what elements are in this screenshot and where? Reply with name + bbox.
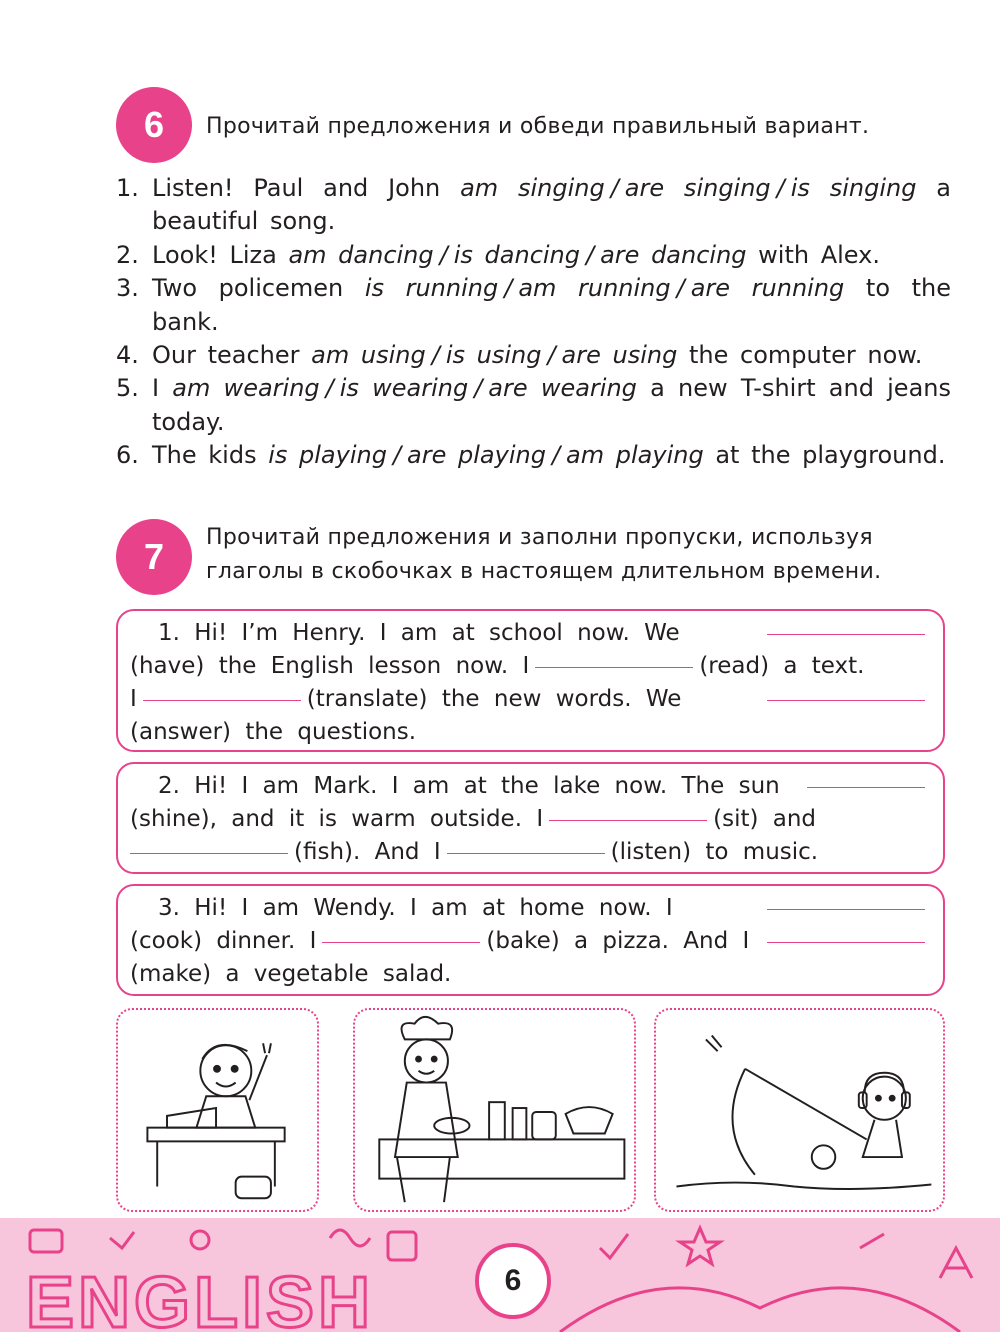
sentence-text: Our teacher (152, 341, 300, 370)
list-item: 1. Listen! Paul and John am singing / are singing / is singing a beautiful song. (116, 174, 951, 236)
sentence-text: The kids (152, 441, 257, 470)
exercise-box-2 (116, 762, 945, 874)
option[interactable]: is running (364, 274, 499, 303)
text: (bake) a pizza. And I (486, 928, 750, 954)
text: (have) the English lesson now. I (130, 653, 530, 679)
answer-blank[interactable] (322, 941, 480, 943)
item-number: 4. (116, 341, 139, 370)
task-number-badge: 7 (116, 519, 192, 595)
sentence-text: Listen! Paul and John (152, 174, 441, 202)
list-item: 6. The kids is playing / are playing / am playing at the playground. (116, 439, 951, 472)
option[interactable]: am using (311, 341, 426, 370)
text: (translate) the new words. We (306, 686, 682, 712)
answer-blank[interactable] (767, 699, 925, 701)
item-number: 1. (116, 174, 139, 202)
exercise-box-3 (116, 884, 945, 996)
option[interactable]: am dancing (288, 240, 434, 269)
answer-blank[interactable] (767, 908, 925, 910)
exercise-box-1 (116, 609, 945, 752)
option[interactable]: are using (561, 341, 678, 370)
item-number: 6. (116, 441, 139, 470)
option[interactable]: is singing (790, 174, 917, 202)
illustration-girl-cooking (353, 1008, 636, 1212)
option[interactable]: are singing (624, 174, 771, 202)
option[interactable]: are wearing (488, 374, 637, 403)
item-number: 5. (116, 374, 139, 403)
task-number-badge: 6 (116, 87, 192, 163)
option[interactable]: am running (518, 274, 671, 303)
answer-blank[interactable] (767, 941, 925, 943)
option[interactable]: am singing (460, 174, 605, 202)
answer-blank[interactable] (143, 699, 301, 701)
text: (listen) to music. (610, 839, 819, 865)
option[interactable]: are running (690, 274, 845, 303)
list-item: 5. I am wearing / is wearing / are wearing a new T-shirt and jeans today. (116, 374, 951, 436)
sentence-text: I (152, 374, 160, 403)
option[interactable]: is wearing (339, 374, 469, 403)
list-item: 4. Our teacher am using / is using / are using the computer now. (116, 339, 951, 372)
text: (make) a vegetable salad. (130, 961, 452, 987)
text: I (130, 686, 137, 712)
task-instruction-line-2: глаголы в скобочках в настоящем длительном времени. (206, 559, 882, 584)
item-number: 3. (116, 274, 139, 303)
sentence-text: to the bank. (152, 274, 952, 336)
sentence-text: a new T-shirt and jeans today. (152, 374, 951, 436)
sentence-text: Look! Liza (152, 240, 277, 269)
illustration-boy-fishing (654, 1008, 945, 1212)
text: 3. Hi! I am Wendy. I am at home now. I (158, 895, 673, 921)
item-number: 2. (116, 240, 139, 269)
task-instruction: Прочитай предложения и обведи правильный вариант. (206, 114, 870, 139)
option[interactable]: are dancing (600, 240, 747, 269)
text: (sit) and (713, 806, 817, 832)
answer-blank[interactable] (549, 819, 707, 821)
answer-blank[interactable] (447, 852, 605, 854)
text: 1. Hi! I’m Henry. I am at school now. We (158, 620, 680, 646)
answer-blank[interactable] (807, 786, 925, 788)
illustration-boy-at-school (116, 1008, 319, 1212)
text: (read) a text. (699, 653, 865, 679)
answer-blank[interactable] (767, 633, 925, 635)
text: (answer) the questions. (130, 719, 417, 745)
option[interactable]: is dancing (453, 240, 580, 269)
sentence-text: a beautiful song. (152, 174, 951, 236)
option[interactable]: am playing (566, 441, 704, 470)
footer-english-lettering: ENGLISH (26, 1263, 375, 1343)
text: (shine), and it is warm outside. I (130, 806, 544, 832)
option[interactable]: is using (445, 341, 542, 370)
sentence-text: the computer now. (688, 341, 923, 370)
sentence-text: Two policemen (152, 274, 344, 303)
answer-blank[interactable] (535, 666, 693, 668)
list-item: 3. Two policemen is running / am running / are running to the bank. (116, 274, 952, 336)
answer-blank[interactable] (130, 852, 288, 854)
sentence-list (116, 172, 951, 473)
option[interactable]: are playing (407, 441, 546, 470)
sentence-text: at the playground. (715, 441, 946, 470)
sentence-text: with Alex. (758, 240, 880, 269)
option[interactable]: is playing (268, 441, 387, 470)
task-instruction-line-1: Прочитай предложения и заполни пропуски, используя (206, 525, 873, 550)
text: 2. Hi! I am Mark. I am at the lake now. The sun (158, 773, 780, 799)
page-number: 6 (475, 1243, 551, 1319)
text: (fish). And I (294, 839, 441, 865)
list-item: 2. Look! Liza am dancing / is dancing / are dancing with Alex. (116, 239, 951, 272)
option[interactable]: am wearing (172, 374, 320, 403)
text: (cook) dinner. I (130, 928, 317, 954)
